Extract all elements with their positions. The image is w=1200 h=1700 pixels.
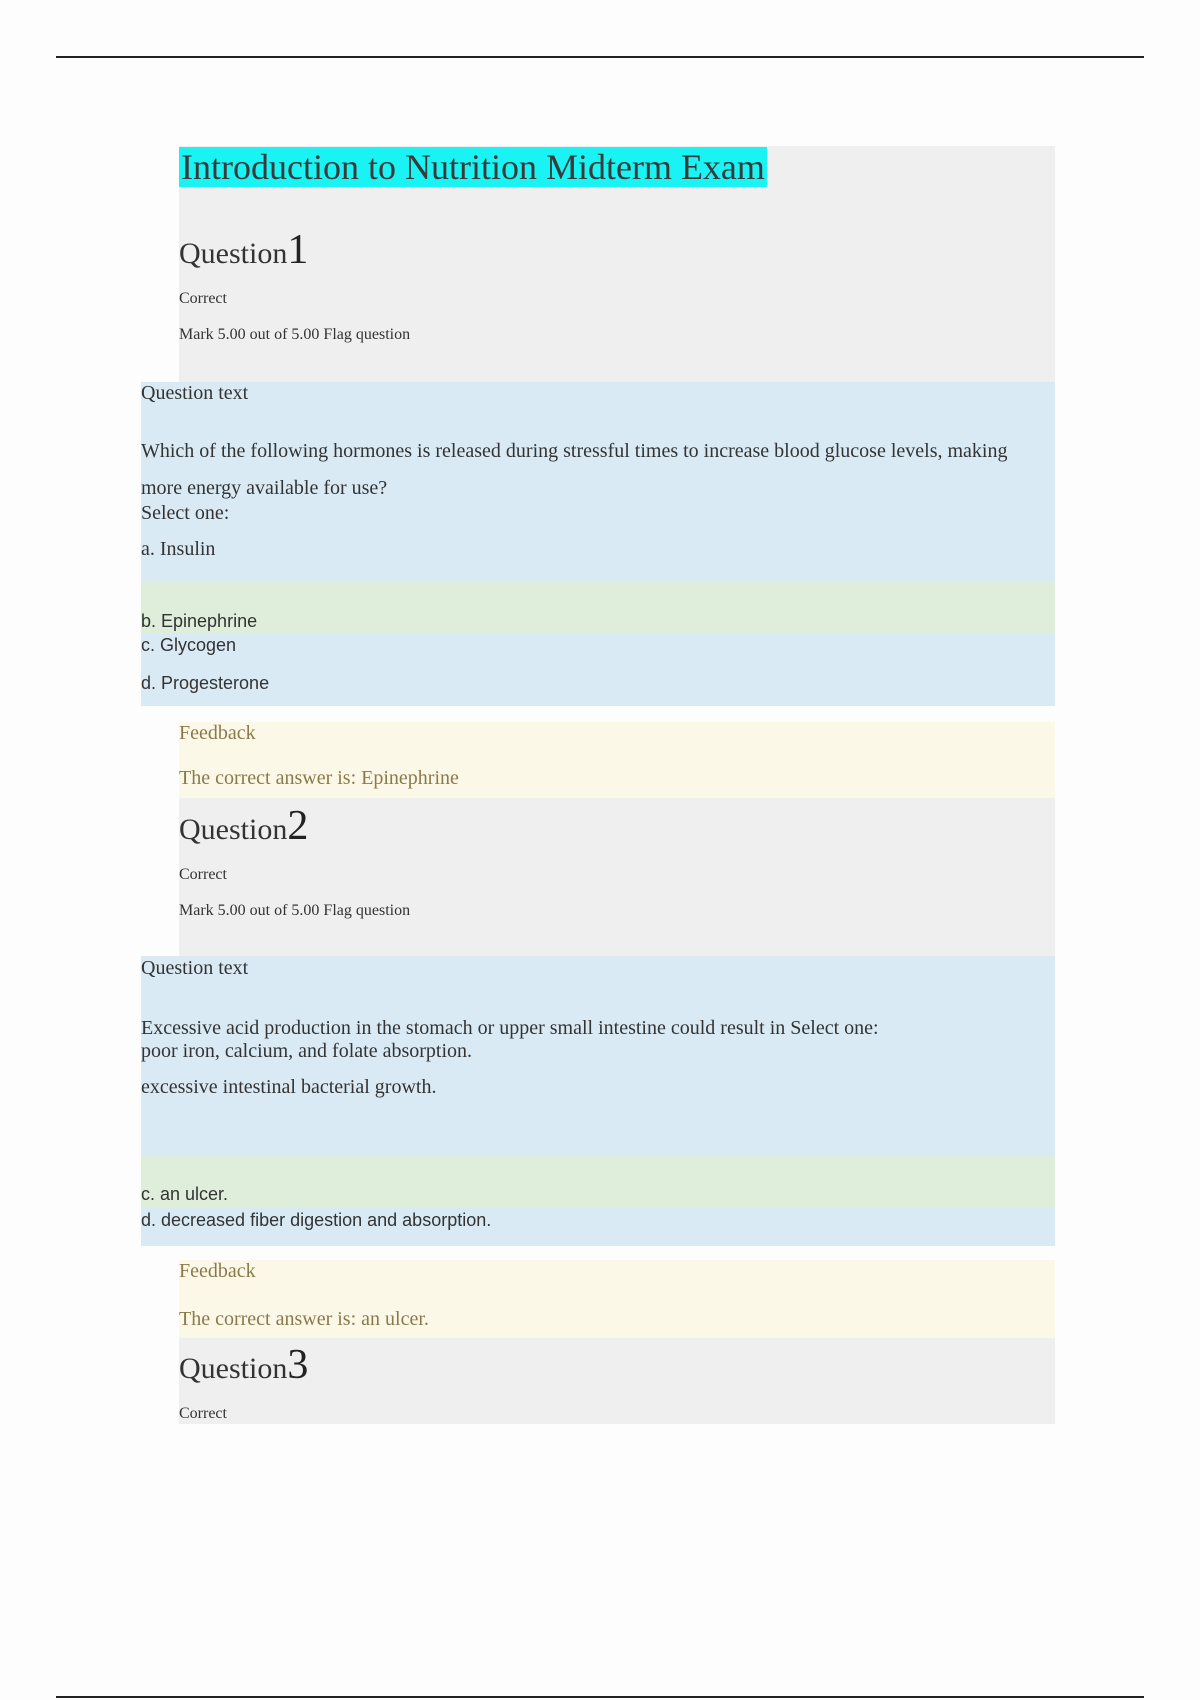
- question-2-option-d[interactable]: d. decreased fiber digestion and absorption.: [141, 1210, 492, 1230]
- question-1-text-line-2: more energy available for use?: [141, 477, 388, 499]
- question-2-option-a[interactable]: poor iron, calcium, and folate absorption.: [141, 1040, 473, 1062]
- question-1-option-a[interactable]: a. Insulin: [141, 538, 216, 560]
- question-1-option-c[interactable]: c. Glycogen: [141, 635, 237, 655]
- question-1-state: Correct: [179, 290, 227, 307]
- question-2-number: 2: [287, 803, 309, 849]
- question-2-feedback-label: Feedback: [179, 1260, 256, 1282]
- question-1-label: Question: [179, 237, 288, 270]
- question-1-mark: Mark 5.00 out of 5.00 Flag question: [179, 326, 411, 343]
- question-1-correct-option-panel: [141, 582, 1055, 634]
- page-title: Introduction to Nutrition Midterm Exam: [181, 147, 765, 187]
- bottom-rule: [56, 1696, 1144, 1698]
- question-3-heading: [179, 1341, 308, 1389]
- question-2-correct-option-panel: [141, 1156, 1055, 1208]
- question-1-options-panel: [141, 634, 1055, 706]
- question-1-feedback-label: Feedback: [179, 722, 256, 744]
- question-2-feedback-text: The correct answer is: an ulcer.: [179, 1308, 429, 1330]
- question-1-feedback-text: The correct answer is: Epinephrine: [179, 767, 459, 789]
- question-1-heading: [179, 226, 308, 274]
- question-3-number: 3: [287, 1342, 309, 1388]
- question-1-select-one: Select one:: [141, 502, 230, 524]
- question-2-text-line-1: Excessive acid production in the stomach or upper small intestine could result in Select one:: [141, 1017, 879, 1039]
- question-2-text-label: Question text: [141, 957, 249, 979]
- top-rule: [56, 56, 1144, 58]
- question-2-heading: [179, 802, 308, 850]
- question-3-header-panel: [179, 1338, 1055, 1424]
- question-1-number: 1: [287, 227, 309, 273]
- question-1-option-b[interactable]: b. Epinephrine: [141, 611, 258, 631]
- question-2-option-b[interactable]: excessive intestinal bacterial growth.: [141, 1076, 437, 1098]
- question-3-label: Question: [179, 1352, 288, 1385]
- question-2-header-panel: [179, 798, 1055, 956]
- question-1-option-d[interactable]: d. Progesterone: [141, 673, 270, 693]
- question-2-option-c[interactable]: c. an ulcer.: [141, 1184, 229, 1204]
- question-1-text-line-1: Which of the following hormones is released during stressful times to increase blood glucose levels, making: [141, 440, 1008, 462]
- question-1-text-label: Question text: [141, 382, 249, 404]
- question-2-mark: Mark 5.00 out of 5.00 Flag question: [179, 902, 411, 919]
- question-3-state: Correct: [179, 1405, 227, 1422]
- question-2-state: Correct: [179, 866, 227, 883]
- question-2-label: Question: [179, 813, 288, 846]
